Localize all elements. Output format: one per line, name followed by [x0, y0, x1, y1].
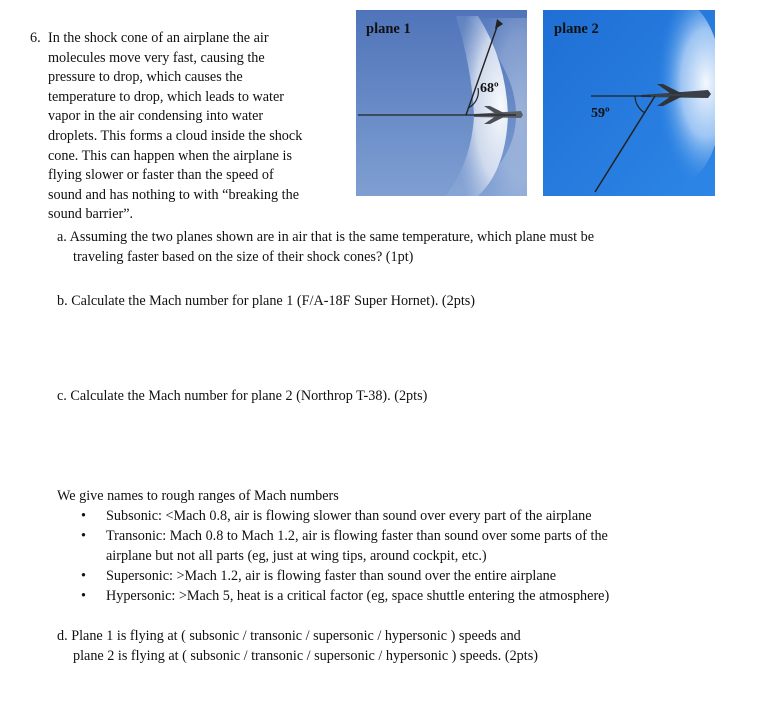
plane-1-angle: 68º — [480, 81, 499, 96]
plane-2-photo — [543, 10, 715, 196]
bullet-hypersonic: Hypersonic: >Mach 5, heat is a critical factor (eg, space shuttle entering the atmosphere) — [106, 588, 610, 604]
plane-2-angle: 59º — [591, 106, 610, 121]
question-number: 6. — [30, 30, 41, 46]
bullet-transonic-continued: airplane but not all parts (eg, just at wing tips, around cockpit, etc.) — [106, 548, 487, 564]
plane-1-photo — [356, 10, 527, 196]
part-b: b. Calculate the Mach number for plane 1 (F/A-18F Super Hornet). (2pts) — [57, 293, 476, 309]
question-line: sound barrier”. — [48, 206, 134, 223]
part-c: c. Calculate the Mach number for plane 2 (Northrop T-38). (2pts) — [57, 388, 428, 404]
part-d-line-2: plane 2 is flying at ( subsonic / transonic / supersonic / hypersonic ) speeds. (2pts) — [73, 648, 538, 664]
question-line: flying slower or faster than the speed of — [48, 167, 274, 184]
bullet-dot: • — [81, 508, 86, 524]
question-line: pressure to drop, which causes the — [48, 69, 243, 86]
plane-2-label: plane 2 — [554, 21, 599, 37]
question-line: vapor in the air condensing into water — [48, 108, 264, 125]
question-line: In the shock cone of an airplane the air — [48, 30, 269, 46]
question-line: sound and has nothing to with “breaking the — [48, 186, 299, 203]
part-d-line-1: d. Plane 1 is flying at ( subsonic / transonic / supersonic / hypersonic ) speeds and — [57, 628, 521, 644]
part-a-line-1: a. Assuming the two planes shown are in air that is the same temperature, which plane must be — [57, 229, 595, 245]
bullet-supersonic: Supersonic: >Mach 1.2, air is flowing faster than sound over the entire airplane — [106, 568, 557, 584]
question-text — [48, 29, 348, 225]
bullet-dot: • — [81, 588, 86, 604]
question-line: temperature to drop, which leads to water — [48, 88, 284, 105]
bullet-dot: • — [81, 528, 86, 544]
bullet-transonic: Transonic: Mach 0.8 to Mach 1.2, air is flowing faster than sound over some parts of the — [106, 528, 608, 544]
mach-ranges-intro: We give names to rough ranges of Mach numbers — [57, 488, 339, 504]
question-line: cone. This can happen when the airplane is — [48, 147, 292, 164]
bullet-dot: • — [81, 568, 86, 584]
bullet-subsonic: Subsonic: <Mach 0.8, air is flowing slower than sound over every part of the airplane — [106, 508, 592, 524]
question-line: molecules move very fast, causing the — [48, 49, 265, 66]
part-a-line-2: traveling faster based on the size of their shock cones? (1pt) — [73, 249, 414, 265]
plane-1-label: plane 1 — [366, 21, 411, 37]
question-line: droplets. This forms a cloud inside the shock — [48, 127, 303, 144]
